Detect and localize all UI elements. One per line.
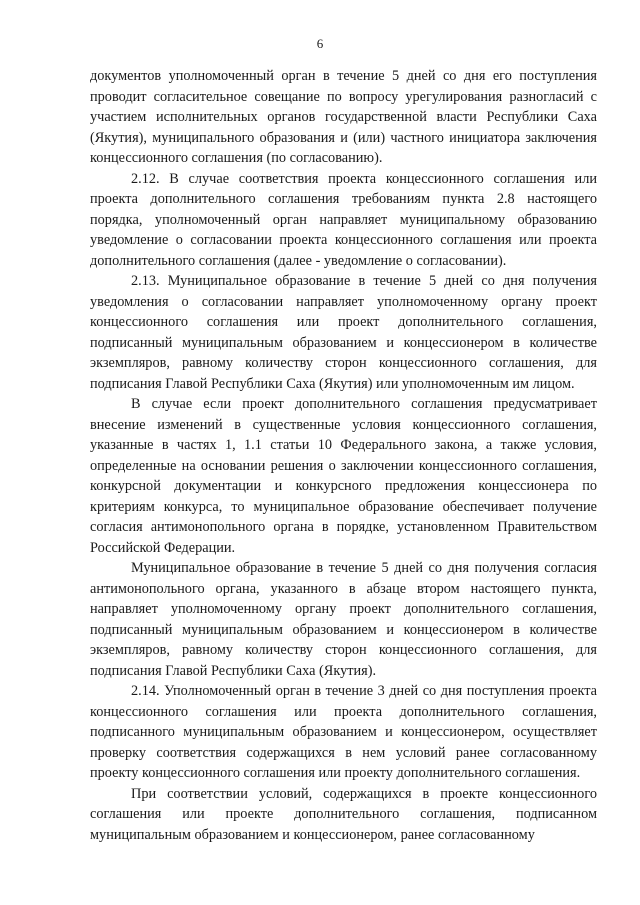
paragraph-2-14: 2.14. Уполномоченный орган в течение 3 дней со дня поступления проекта концессионного соглашения или проекта дополнительного соглашения, подписанного муниципальным образованием и концессионером, осуществляет проверку соответствия содержащихся в нем условий ранее согласованному проекту концессионного соглашения или проекту дополнительного соглашения. (90, 683, 597, 781)
paragraph-2-12: 2.12. В случае соответствия проекта концессионного соглашения или проекта дополнительного соглашения требованиям пункта 2.8 настоящего порядка, уполномоченный орган направляет муниципальному образованию уведомление о согласовании проекта концессионного соглашения или проекта дополнительного соглашения (далее - уведомление о согласовании). (90, 170, 597, 269)
paragraph-continuation: документов уполномоченный орган в течение 5 дней со дня его поступления проводит согласительное совещание по вопросу урегулирования разногласий с участием исполнительных органов государственной власти Республики Саха (Якутия), муниципального образования и (или) частного инициатора заключения концессионного соглашения (по согласованию). (90, 68, 597, 166)
page-number: 6 (316, 36, 324, 51)
paragraph-2-13-antimonopoly-consent: Муниципальное образование в течение 5 дней со дня получения согласия антимонопольного органа, указанного в абзаце втором настоящего пункта, направляет уполномоченному органу проект дополнительного соглашения, подписанный муниципальным образованием и концессионером в количестве экземпляров, равному количеству сторон концессионного соглашения, для подписания Главой Республики Саха (Якутия). (90, 560, 597, 679)
document-body (90, 66, 597, 845)
paragraph-2-13: 2.13. Муниципальное образование в течение 5 дней со дня получения уведомления о согласовании направляет уполномоченному органу проект концессионного соглашения или проект дополнительного соглашения, подписанный муниципальным образованием и концессионером в количестве экземпляров, равному количеству сторон концессионного соглашения, для подписания Главой Республики Саха (Якутия) или уполномоченным им лицом. (90, 273, 597, 392)
paragraph-2-13-additional-agreement: В случае если проект дополнительного соглашения предусматривает внесение изменений в существенные условия концессионного соглашения, указанные в частях 1, 1.1 статьи 10 Федерального закона, а также условия, определенные на основании решения о заключении концессионного соглашения, конкурсной документации и конкурсного предложения концессионера по критериям конкурса, то муниципальное образование обеспечивает получение согласия антимонопольного органа в порядке, установленном Правительством Российской Федерации. (90, 396, 597, 556)
paragraph-2-14-conformity: При соответствии условий, содержащихся в проекте концессионного соглашения или проекте дополнительного соглашения, подписанном муниципальным образованием и концессионером, ранее согласованному (90, 785, 597, 843)
